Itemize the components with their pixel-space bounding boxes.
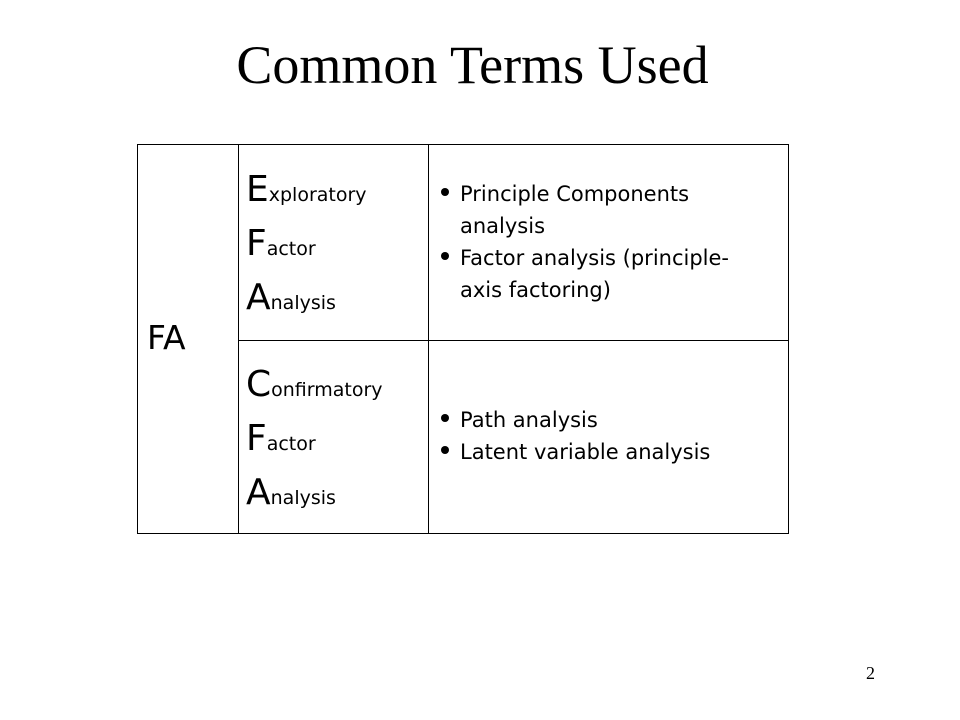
list-item-continuation bbox=[440, 274, 729, 306]
bullet-icon bbox=[441, 252, 449, 260]
list-item bbox=[440, 178, 729, 210]
list-item-text: axis factoring) bbox=[460, 278, 611, 302]
acronym-word bbox=[246, 217, 367, 271]
list-item-text: Principle Components bbox=[460, 182, 690, 206]
page-number: 2 bbox=[866, 663, 875, 683]
acronym-rest: nalysis bbox=[270, 487, 336, 509]
efa-methods-list bbox=[440, 178, 729, 306]
acronym-word bbox=[246, 412, 383, 466]
list-item-continuation bbox=[440, 210, 729, 242]
acronym-rest: xploratory bbox=[268, 184, 367, 206]
list-item-text: Factor analysis (principle- bbox=[460, 246, 730, 270]
list-item bbox=[440, 242, 729, 274]
bullet-icon bbox=[441, 188, 449, 196]
slide-title: Common Terms Used bbox=[236, 35, 709, 95]
table-column-divider-2 bbox=[428, 144, 429, 534]
acronym-rest: onfirmatory bbox=[271, 379, 383, 401]
acronym-word bbox=[246, 358, 383, 412]
acronym-word bbox=[246, 466, 383, 520]
table-column-divider-1 bbox=[238, 144, 239, 534]
list-item-text: Path analysis bbox=[460, 408, 598, 432]
list-item-text: analysis bbox=[460, 214, 546, 238]
bullet-icon bbox=[441, 414, 449, 422]
acronym-rest: nalysis bbox=[270, 292, 336, 314]
table-right-border bbox=[788, 144, 789, 534]
acronym-initial: A bbox=[246, 277, 271, 318]
acronym-rest: actor bbox=[266, 238, 316, 260]
row-header-fa: FA bbox=[147, 318, 186, 357]
cfa-methods-list bbox=[440, 404, 710, 468]
table-top-border bbox=[137, 144, 789, 145]
cfa-acronym bbox=[246, 358, 383, 520]
acronym-rest: actor bbox=[266, 433, 316, 455]
acronym-initial: F bbox=[246, 223, 267, 264]
acronym-initial: F bbox=[246, 418, 267, 459]
acronym-initial: C bbox=[246, 364, 272, 405]
list-item bbox=[440, 436, 710, 468]
list-item-text: Latent variable analysis bbox=[460, 440, 711, 464]
acronym-word bbox=[246, 271, 367, 325]
efa-acronym bbox=[246, 163, 367, 325]
list-item bbox=[440, 404, 710, 436]
table-left-border bbox=[137, 144, 138, 534]
acronym-initial: E bbox=[246, 169, 269, 210]
acronym-word bbox=[246, 163, 367, 217]
bullet-icon bbox=[441, 446, 449, 454]
table-bottom-border bbox=[137, 533, 789, 534]
table-middle-divider bbox=[238, 340, 789, 341]
acronym-initial: A bbox=[246, 472, 271, 513]
